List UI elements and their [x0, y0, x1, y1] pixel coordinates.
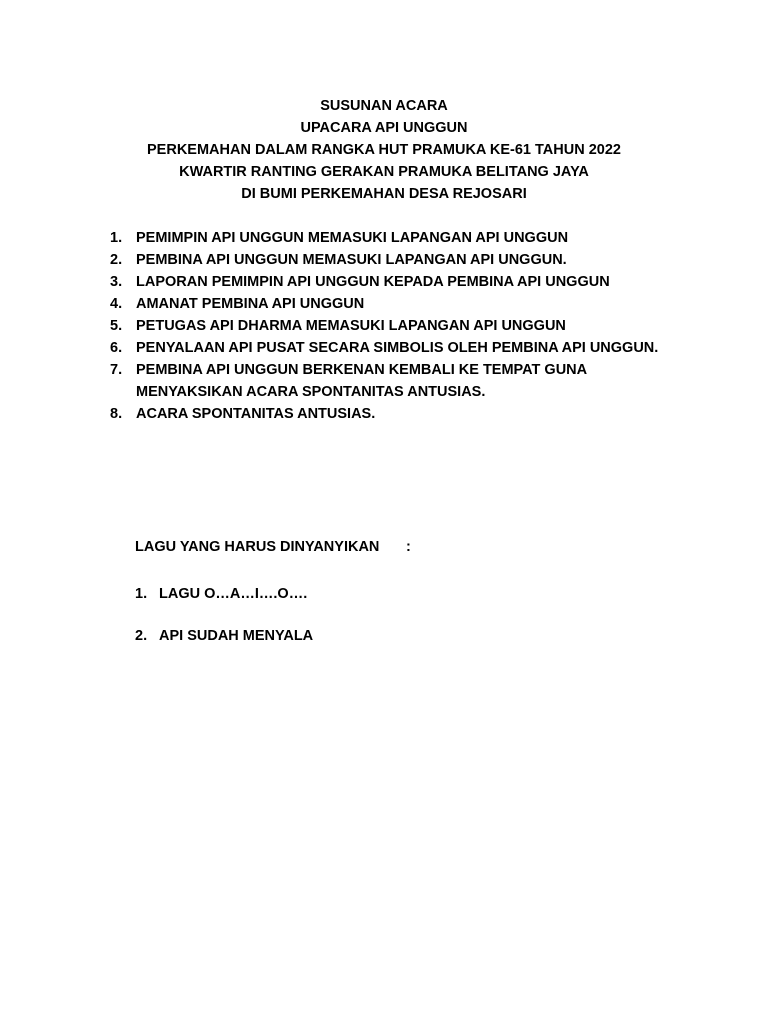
- agenda-item-text: PEMBINA API UNGGUN BERKENAN KEMBALI KE TEMPAT GUNA MENYAKSIKAN ACARA SPONTANITAS ANTUSIAS.: [136, 362, 587, 400]
- agenda-item-text: PETUGAS API DHARMA MEMASUKI LAPANGAN API UNGGUN: [136, 318, 566, 334]
- agenda-list: [110, 227, 750, 425]
- agenda-item-number: 2.: [110, 252, 123, 268]
- agenda-item-text: PEMBINA API UNGGUN MEMASUKI LAPANGAN API UNGGUN.: [136, 252, 567, 268]
- agenda-item-number: 4.: [110, 296, 123, 312]
- agenda-item-number: 1.: [110, 230, 123, 246]
- agenda-item-text: ACARA SPONTANITAS ANTUSIAS.: [136, 406, 376, 422]
- songs-heading: LAGU YANG HARUS DINYANYIKAN: [135, 539, 380, 555]
- header-subtitle: UPACARA API UNGGUN: [300, 120, 468, 136]
- song-item: [135, 583, 307, 605]
- agenda-item: [110, 293, 750, 315]
- song-item-number: 1.: [135, 586, 148, 602]
- agenda-item: [110, 315, 750, 337]
- agenda-item-number: 8.: [110, 406, 123, 422]
- agenda-item-text: AMANAT PEMBINA API UNGGUN: [136, 296, 365, 312]
- agenda-item: [110, 227, 750, 249]
- header-event: PERKEMAHAN DALAM RANGKA HUT PRAMUKA KE-61 TAHUN 2022: [147, 142, 621, 158]
- header-location: DI BUMI PERKEMAHAN DESA REJOSARI: [241, 186, 527, 202]
- agenda-item: [110, 403, 750, 425]
- song-item-number: 2.: [135, 628, 148, 644]
- agenda-item: [110, 359, 750, 403]
- agenda-item: [110, 337, 750, 359]
- document-header: [0, 95, 768, 205]
- header-organizer: KWARTIR RANTING GERAKAN PRAMUKA BELITANG JAYA: [179, 164, 589, 180]
- header-title: SUSUNAN ACARA: [320, 98, 448, 114]
- agenda-item: [110, 271, 750, 293]
- song-item: [135, 625, 313, 647]
- agenda-item: [110, 249, 750, 271]
- agenda-item-text: LAPORAN PEMIMPIN API UNGGUN KEPADA PEMBINA API UNGGUN: [136, 274, 610, 290]
- agenda-item-number: 5.: [110, 318, 123, 334]
- agenda-item-text: PENYALAAN API PUSAT SECARA SIMBOLIS OLEH PEMBINA API UNGGUN.: [136, 340, 659, 356]
- agenda-item-number: 3.: [110, 274, 123, 290]
- agenda-item-text: PEMIMPIN API UNGGUN MEMASUKI LAPANGAN API UNGGUN: [136, 230, 569, 246]
- songs-heading-colon: :: [406, 539, 411, 555]
- agenda-item-number: 7.: [110, 362, 123, 378]
- song-item-text: LAGU O…A…I….O….: [159, 586, 308, 602]
- agenda-item-number: 6.: [110, 340, 123, 356]
- song-item-text: API SUDAH MENYALA: [159, 628, 314, 644]
